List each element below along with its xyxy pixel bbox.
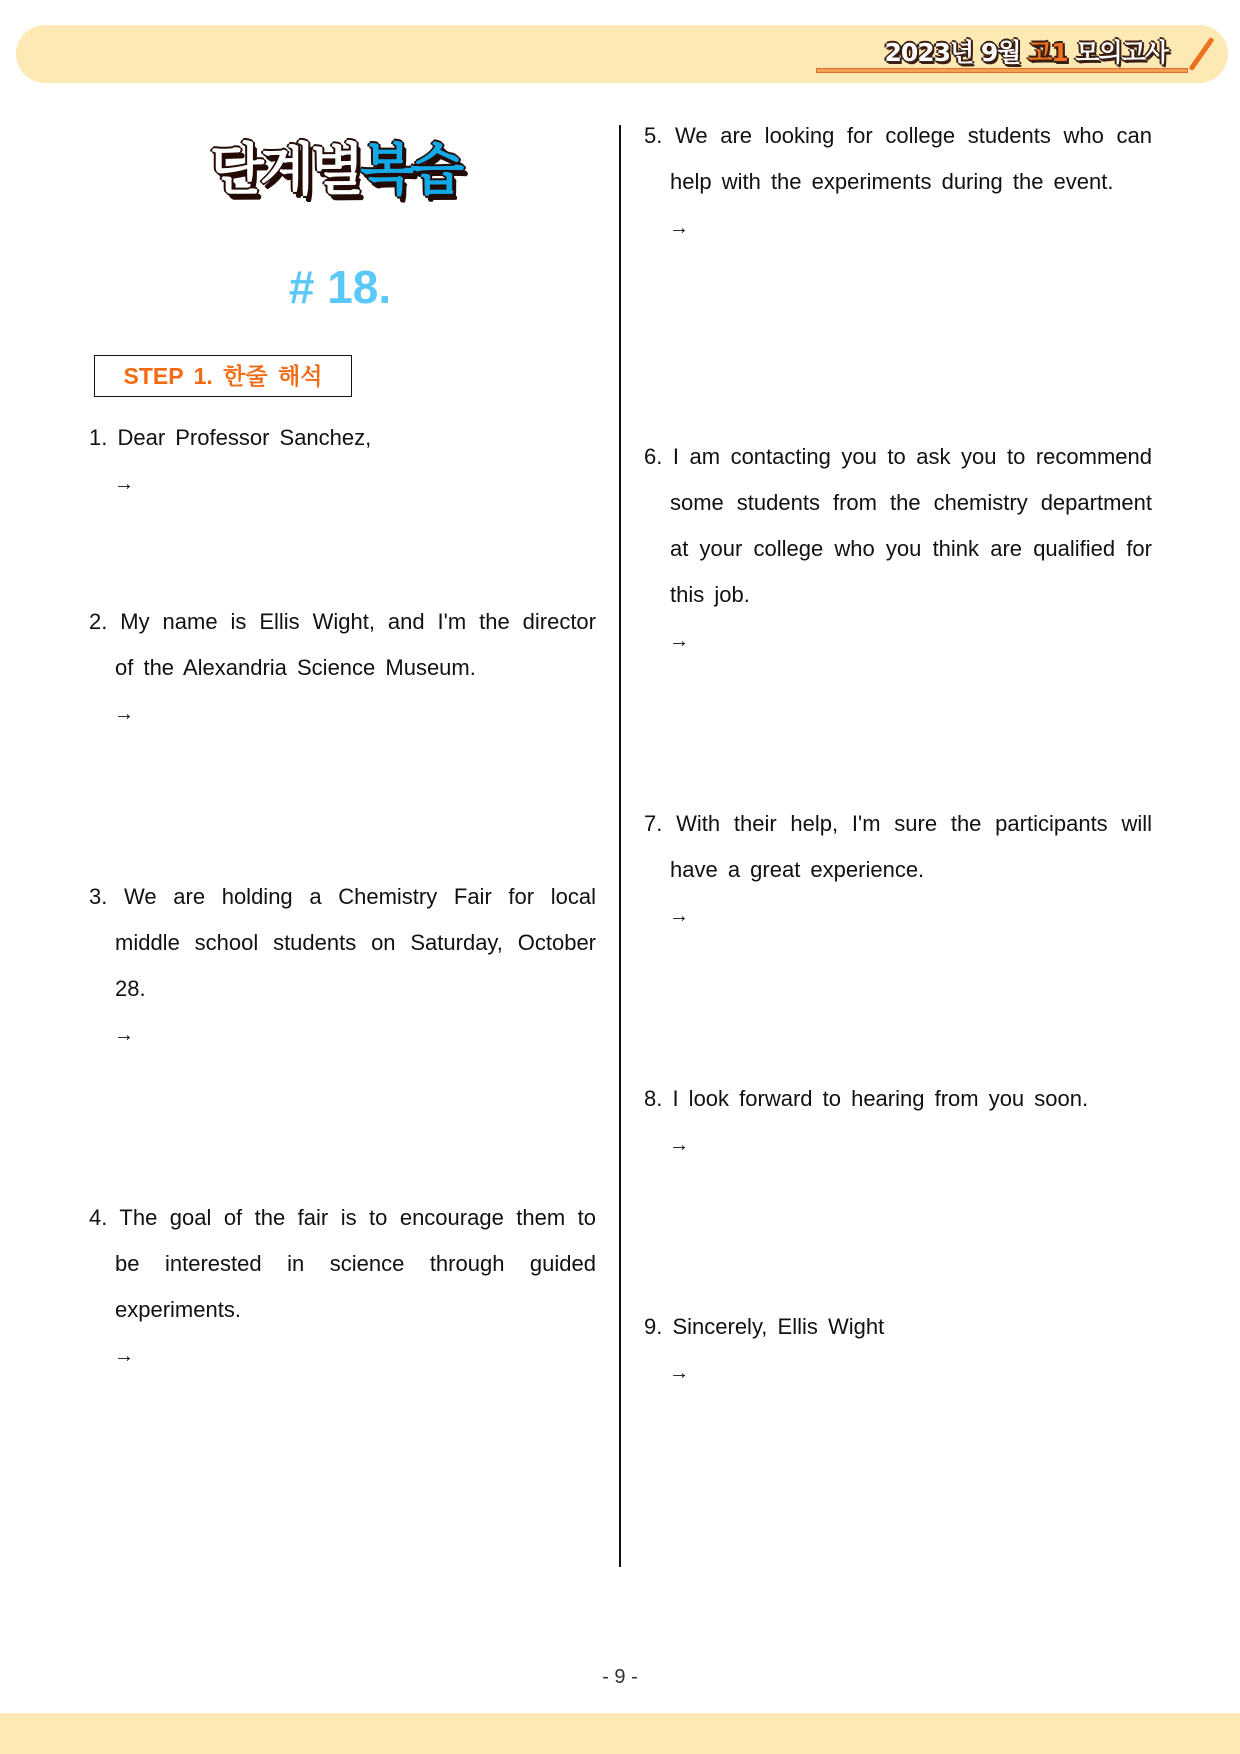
- page-title: 단계별복습: [209, 138, 461, 203]
- arrow-icon: →: [114, 703, 134, 725]
- sentence-item: 5. We are looking for college students who can help with the experiments during the event. →: [644, 113, 1152, 251]
- arrow-icon: →: [114, 1345, 134, 1367]
- sentence-item: 1. Dear Professor Sanchez, →: [89, 415, 596, 507]
- exam-title: 2023년 9월 고1 모의고사: [884, 38, 1168, 67]
- arrow-icon: →: [669, 905, 689, 927]
- sentence-item: 2. My name is Ellis Wight, and I'm the director of the Alexandria Science Museum. →: [89, 599, 596, 737]
- sentence-item: 3. We are holding a Chemistry Fair for local middle school students on Saturday, October 28. →: [89, 874, 596, 1058]
- sentence-item: 4. The goal of the fair is to encourage them to be interested in science through guided experiments. →: [89, 1195, 596, 1379]
- arrow-icon: →: [669, 1362, 689, 1384]
- sentence-item: 8. I look forward to hearing from you soon. →: [644, 1076, 1152, 1168]
- arrow-icon: →: [114, 473, 134, 495]
- footer-band: [0, 1713, 1240, 1754]
- page-number: - 9 -: [602, 1666, 638, 1688]
- step-label: STEP 1. 한줄 해석: [94, 355, 352, 397]
- pencil-icon: [1189, 37, 1215, 71]
- arrow-icon: →: [669, 1134, 689, 1156]
- sentence-item: 6. I am contacting you to ask you to recommend some students from the chemistry department at your college who you think are qualified for this job. →: [644, 434, 1152, 664]
- arrow-icon: →: [114, 1024, 134, 1046]
- header-underline: [816, 68, 1188, 73]
- question-number: # 18.: [288, 261, 392, 313]
- sentence-item: 7. With their help, I'm sure the participants will have a great experience. →: [644, 801, 1152, 939]
- column-divider: [619, 125, 621, 1567]
- header-banner: [16, 25, 1228, 83]
- arrow-icon: →: [669, 217, 689, 239]
- arrow-icon: →: [669, 630, 689, 652]
- sentence-item: 9. Sincerely, Ellis Wight →: [644, 1304, 1152, 1396]
